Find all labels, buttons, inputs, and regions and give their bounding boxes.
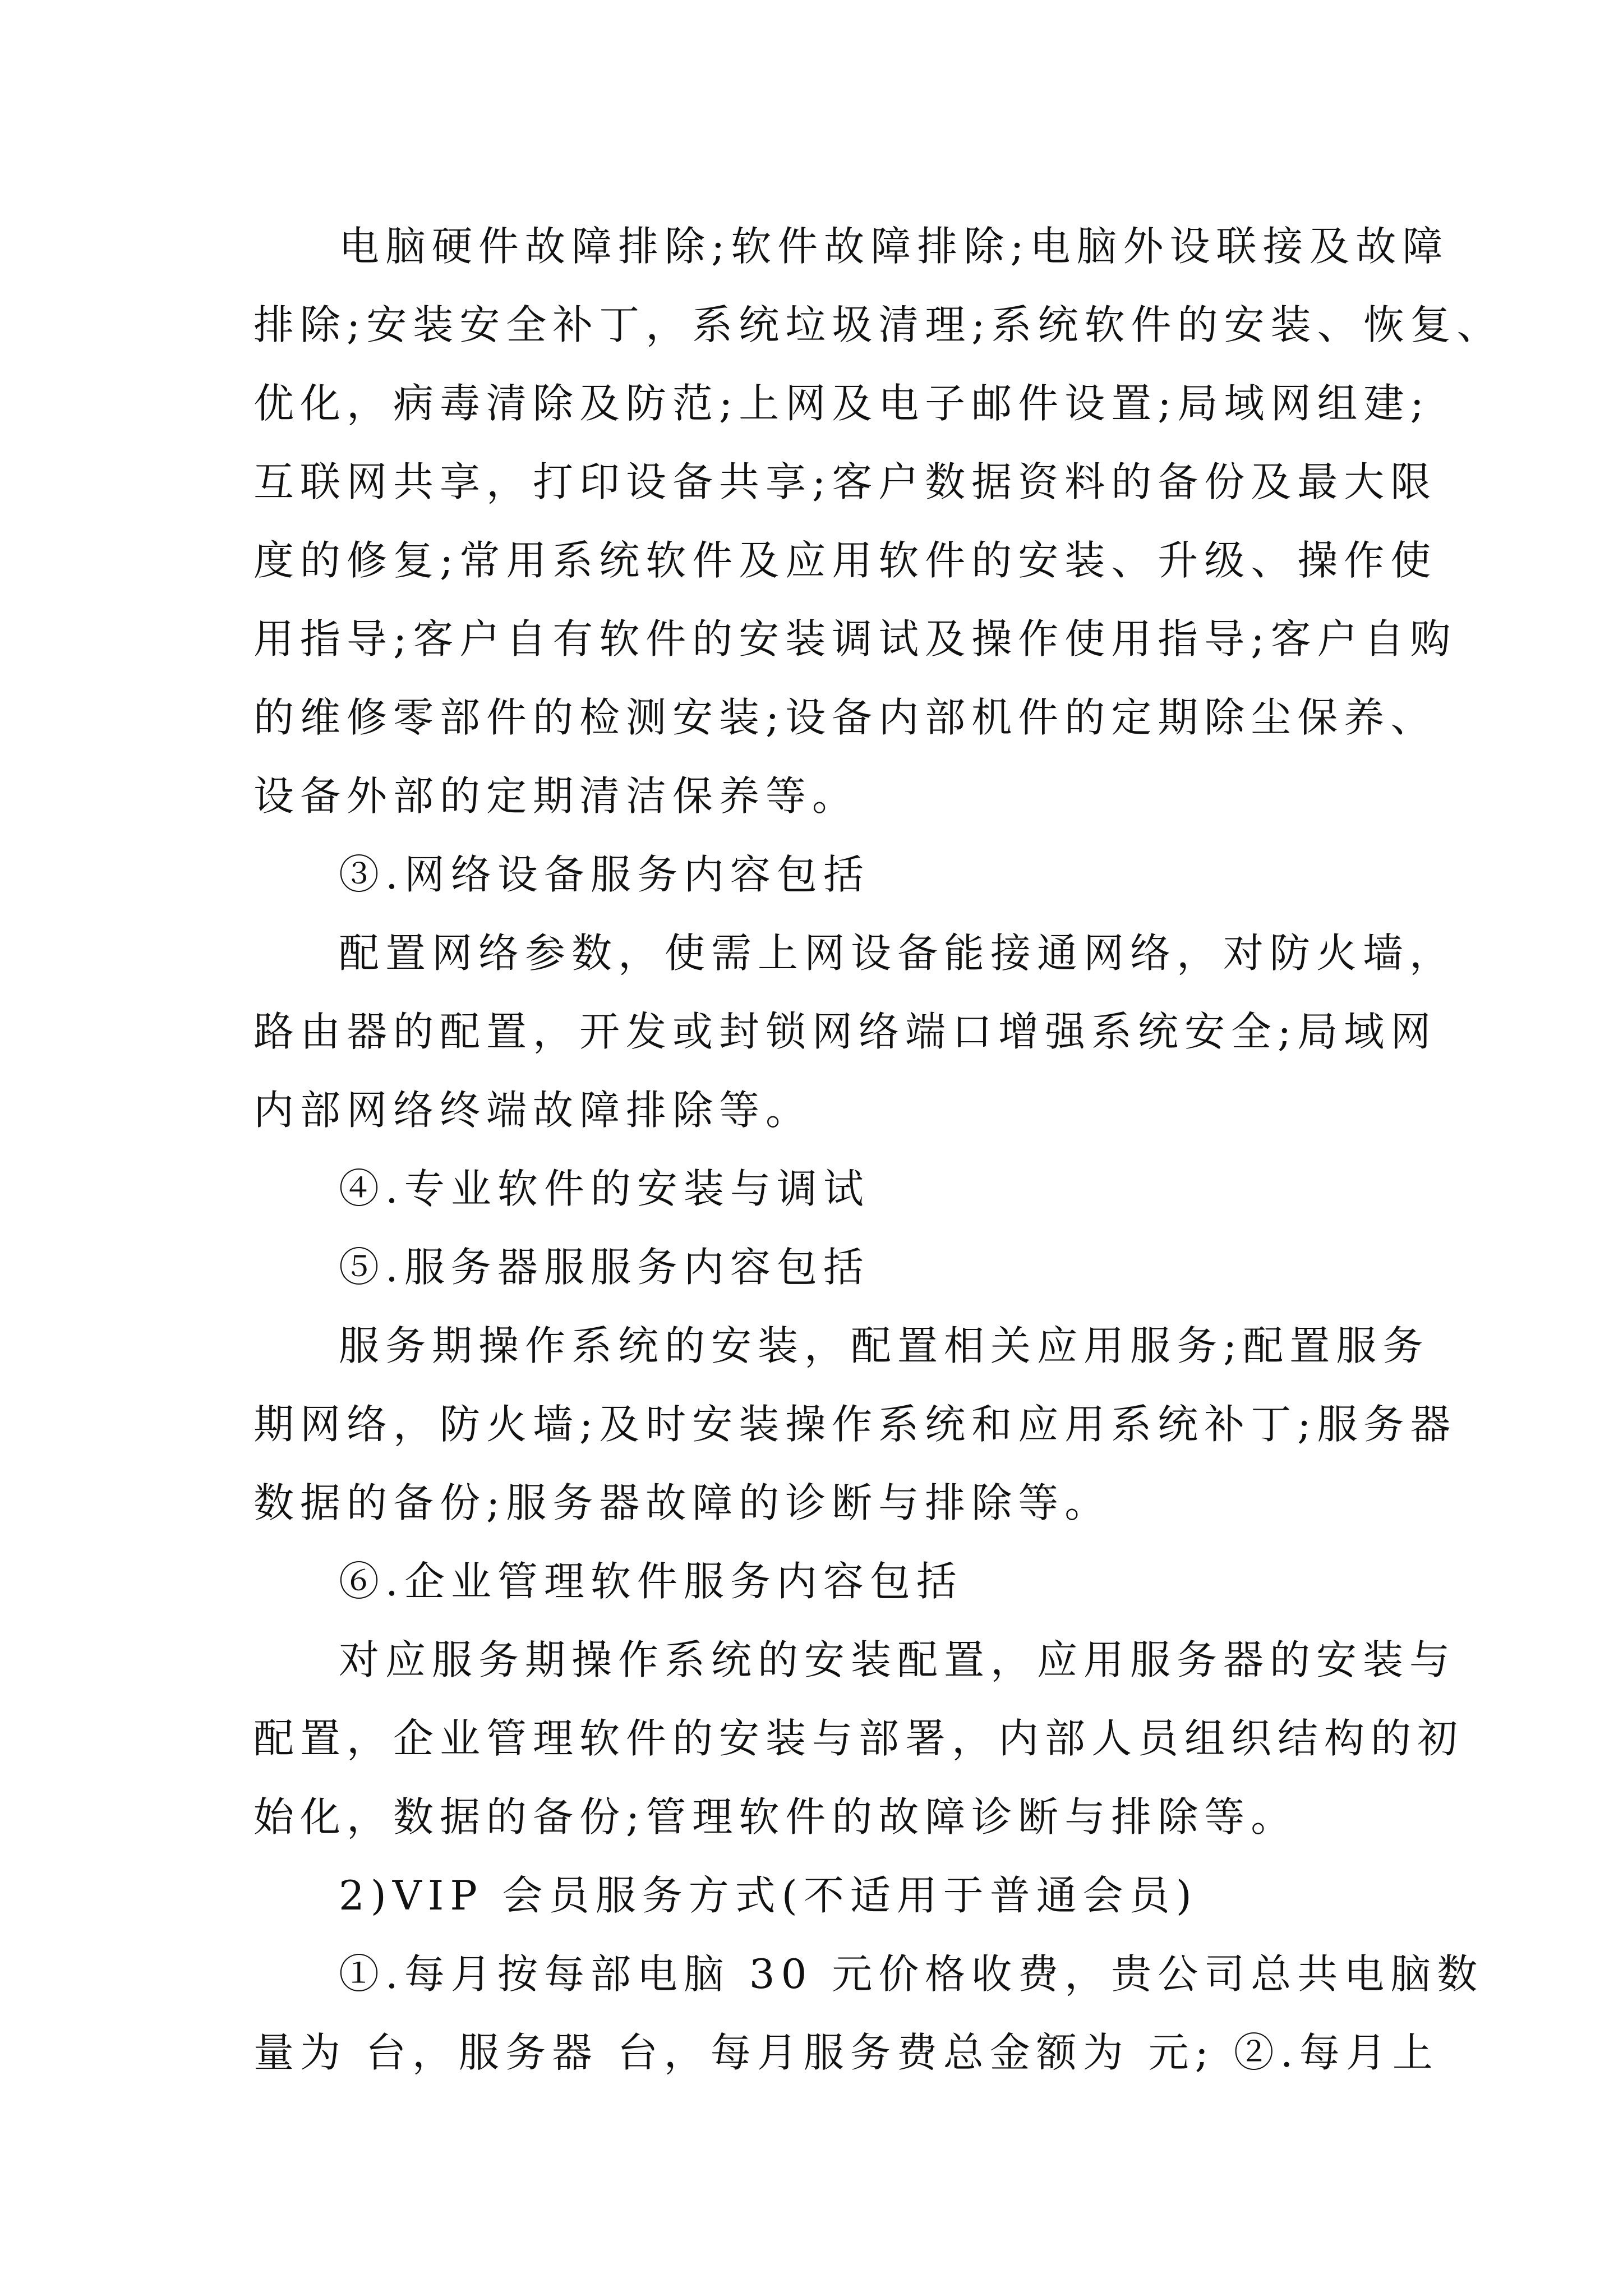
text-line-10: 配置网络参数，使需上网设备能接通网络，对防火墙， bbox=[339, 930, 1456, 977]
text-line-5: 度的修复;常用系统软件及应用软件的安装、升级、操作使 bbox=[253, 537, 1437, 584]
text-line-3: 优化，病毒清除及防范;上网及电子邮件设置;局域网组建; bbox=[253, 380, 1430, 427]
text-line-7: 的维修零部件的检测安装;设备内部机件的定期除尘保养、 bbox=[253, 694, 1437, 741]
text-line-19: 对应服务期操作系统的安装配置，应用服务器的安装与 bbox=[339, 1636, 1456, 1683]
section-heading-vip: 2)VIP 会员服务方式(不适用于普通会员) bbox=[339, 1872, 1198, 1919]
text-line-11: 路由器的配置，开发或封锁网络端口增强系统安全;局域网 bbox=[253, 1008, 1437, 1055]
section-heading-enterprise: ⑥.企业管理软件服务内容包括 bbox=[339, 1558, 963, 1605]
text-line-15: 服务期操作系统的安装，配置相关应用服务;配置服务 bbox=[339, 1322, 1430, 1369]
section-heading-network: ③.网络设备服务内容包括 bbox=[339, 851, 870, 898]
text-line-20: 配置，企业管理软件的安装与部署，内部人员组织结构的初 bbox=[253, 1715, 1464, 1762]
text-line-1: 电脑硬件故障排除;软件故障排除;电脑外设联接及故障 bbox=[339, 223, 1449, 270]
section-heading-server: ⑤.服务器服服务内容包括 bbox=[339, 1244, 870, 1291]
text-line-2: 排除;安装安全补丁，系统垃圾清理;系统软件的安装、恢复、 bbox=[253, 301, 1504, 348]
text-line-16: 期网络，防火墙;及时安装操作系统和应用系统补丁;服务器 bbox=[253, 1401, 1457, 1448]
text-line-17: 数据的备份;服务器故障的诊断与排除等。 bbox=[253, 1479, 1112, 1526]
text-line-21: 始化，数据的备份;管理软件的故障诊断与排除等。 bbox=[253, 1793, 1298, 1841]
text-line-12: 内部网络终端故障排除等。 bbox=[253, 1087, 813, 1134]
text-line-4: 互联网共享，打印设备共享;客户数据资料的备份及最大限 bbox=[253, 458, 1437, 505]
text-line-24: 量为 台，服务器 台，每月服务费总金额为 元; ②.每月上 bbox=[253, 2029, 1439, 2076]
text-line-8: 设备外部的定期清洁保养等。 bbox=[253, 772, 859, 820]
text-line-6: 用指导;客户自有软件的安装调试及操作使用指导;客户自购 bbox=[253, 615, 1457, 662]
section-heading-software: ④.专业软件的安装与调试 bbox=[339, 1165, 870, 1212]
text-line-23: ①.每月按每部电脑 30 元价格收费，贵公司总共电脑数 bbox=[339, 1950, 1484, 1998]
